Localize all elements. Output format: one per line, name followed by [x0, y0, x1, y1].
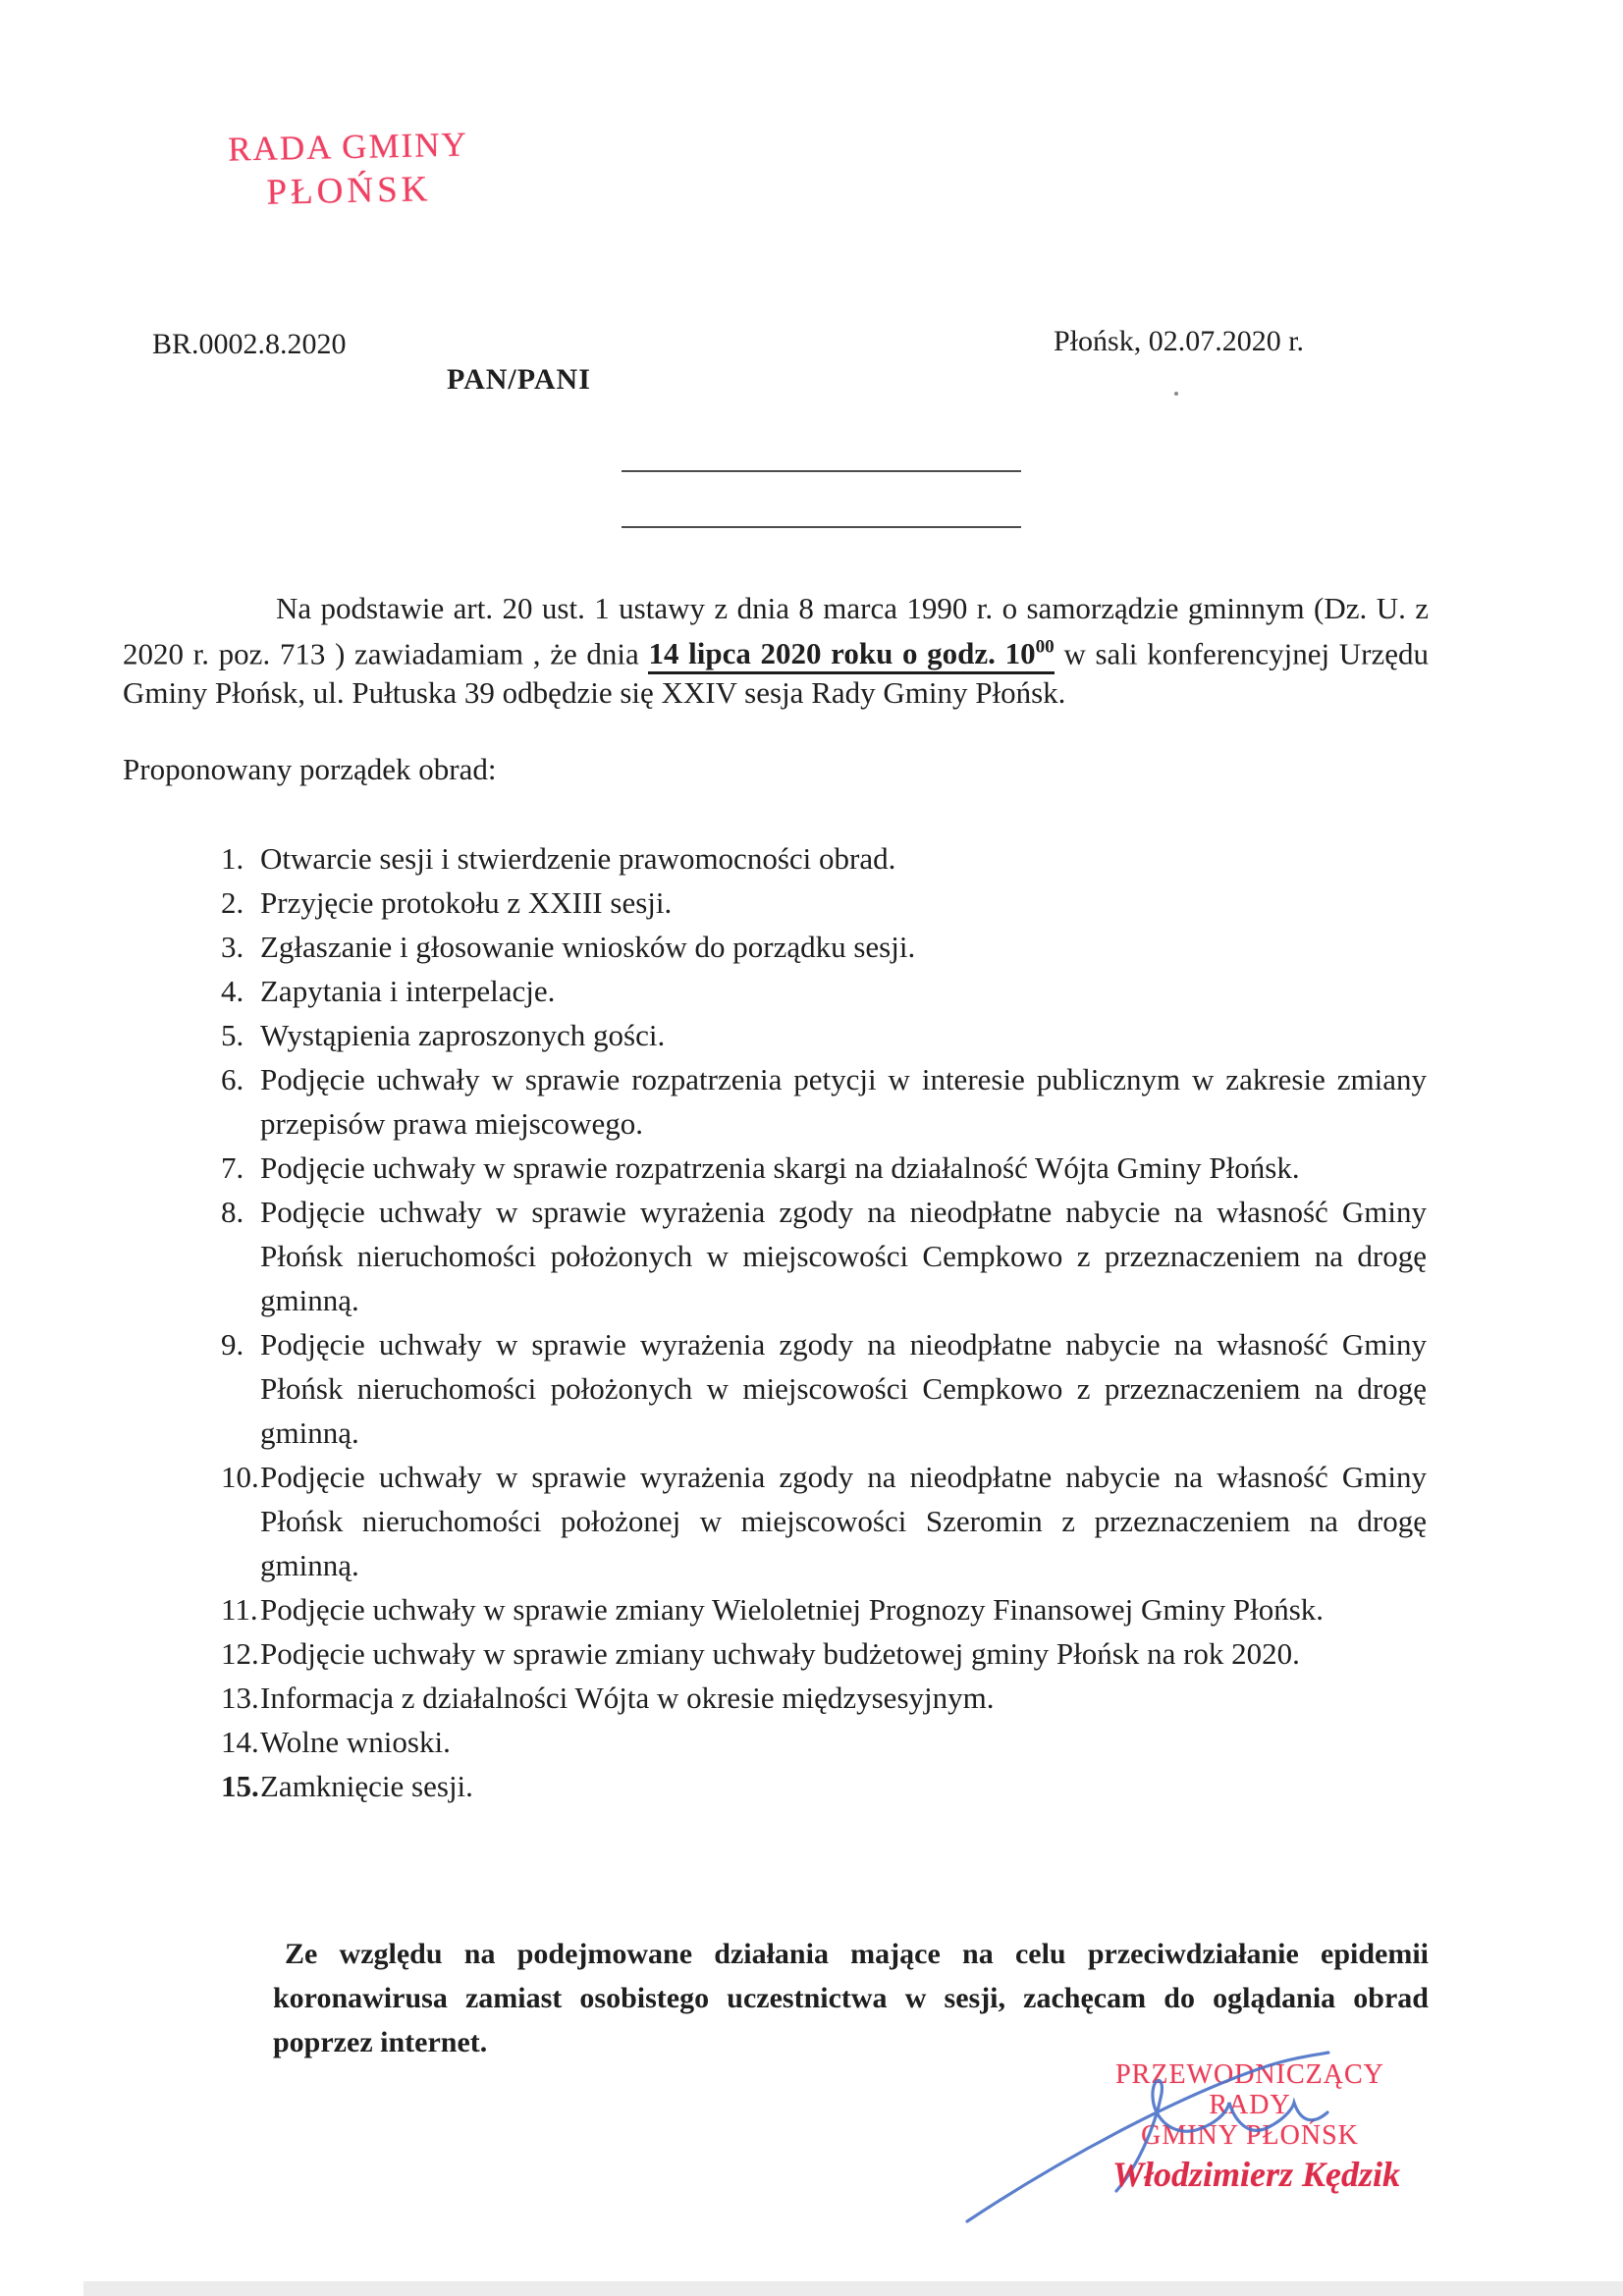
intro-text-start: Na podstawie art. 20 ust. 1 ustawy z dnia 8 marca 1990 r. o samorządzie gminnym (Dz. U. z 2020 r. poz. 713 ) zawiadamiam , że dnia	[123, 591, 1429, 671]
list-item: 12.Podjęcie uchwały w sprawie zmiany uchwały budżetowej gminy Płońsk na rok 2020.	[221, 1636, 1300, 1671]
session-datetime-emphasis: 14 lipca 2020 roku o godz. $10^{00}$	[648, 636, 1054, 674]
stamp-line-2: PŁOŃSK	[266, 168, 432, 213]
scan-artifact-dot	[1174, 392, 1178, 396]
list-item: 15.Zamknięcie sesji.	[221, 1769, 473, 1803]
stamp-line-1: RADA GMINY	[227, 125, 469, 169]
list-item: 3. Zgłaszanie i głosowanie wniosków do porządku sesji.	[221, 930, 916, 964]
reference-number: BR.0002.8.2020	[152, 328, 347, 360]
signature-name: Włodzimierz Kędzik	[1112, 2155, 1401, 2194]
signature-title-line-2: GMINY PŁOŃSK	[1141, 2120, 1359, 2151]
intro-paragraph	[123, 589, 1429, 713]
salutation: PAN/PANI	[447, 363, 591, 396]
council-stamp	[205, 123, 492, 217]
list-item: 9. Podjęcie uchwały w sprawie wyrażenia zgody na nieodpłatne nabycie na własność Gminy Płońsk nieruchomości położonych w miejscowości Cempkowo z przeznaczeniem na drogę gminną.	[221, 1327, 1427, 1450]
place-and-date: Płońsk, 02.07.2020 r.	[1054, 325, 1305, 357]
list-item: 4. Zapytania i interpelacje.	[221, 974, 556, 1008]
agenda-heading: Proponowany porządek obrad:	[123, 752, 497, 786]
recipient-blank-line-2	[622, 526, 1021, 528]
list-item: 1. Otwarcie sesji i stwierdzenie prawomocności obrad.	[221, 841, 896, 876]
list-item: 13.Informacja z działalności Wójta w okresie międzysesyjnym.	[221, 1681, 995, 1715]
list-item: 7. Podjęcie uchwały w sprawie rozpatrzenia skargi na działalność Wójta Gminy Płońsk.	[221, 1150, 1300, 1185]
scan-bottom-edge	[83, 2281, 1623, 2296]
signature-title-line-1: PRZEWODNICZĄCY RADY	[1115, 2059, 1384, 2120]
intro-text-end: w sali konferencyjnej Urzędu Gminy Płońsk, ul. Pułtuska 39 odbędzie się XXIV sesja Rady Gminy Płońsk.	[123, 636, 1430, 711]
list-item: 2. Przyjęcie protokołu z XXIII sesji.	[221, 885, 673, 920]
agenda-list	[221, 836, 1427, 1808]
list-item: 11.Podjęcie uchwały w sprawie zmiany Wieloletniej Prognozy Finansowej Gminy Płońsk.	[221, 1592, 1325, 1627]
list-item: 8. Podjęcie uchwały w sprawie wyrażenia zgody na nieodpłatne nabycie na własność Gminy Płońsk nieruchomości położonych w miejscowości Cempkowo z przeznaczeniem na drogę gminną.	[221, 1195, 1427, 1317]
list-item: 5. Wystąpienia zaproszonych gości.	[221, 1018, 666, 1052]
list-item: 10.Podjęcie uchwały w sprawie wyrażenia zgody na nieodpłatne nabycie na własność Gminy Płońsk nieruchomości położonej w miejscowości Szeromin z przeznaczeniem na drogę gminną.	[221, 1460, 1427, 1582]
list-item: 6. Podjęcie uchwały w sprawie rozpatrzenia petycji w interesie publicznym w zakresie zmiany przepisów prawa miejscowego.	[221, 1062, 1427, 1141]
session-time-superscript: 00	[1035, 637, 1055, 658]
list-item: 14.Wolne wnioski.	[221, 1725, 451, 1759]
signature-title	[1073, 2059, 1427, 2151]
recipient-blank-line-1	[622, 470, 1021, 472]
covid-notice-paragraph: Ze względu na podejmowane działania mające na celu przeciwdziałanie epidemii koronawirusa zamiast osobistego uczestnictwa w sesji, zachęcam do oglądania obrad poprzez internet.	[273, 1938, 1429, 2058]
